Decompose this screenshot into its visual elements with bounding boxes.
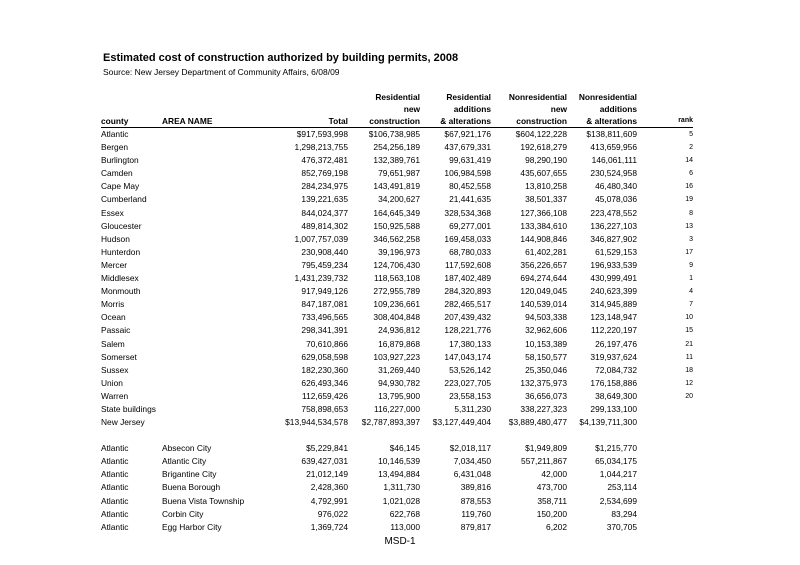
cell-area: [162, 416, 270, 429]
cell-county: Union: [101, 377, 123, 388]
cell-res-new: 103,927,223: [373, 351, 420, 362]
cell-area: [162, 207, 270, 220]
header-line: construction: [516, 116, 567, 126]
cell-county: Atlantic: [101, 443, 129, 454]
cell-non-new: 132,375,973: [520, 377, 567, 388]
cell-rank: 1: [689, 275, 693, 283]
cell-county: Atlantic: [101, 456, 129, 467]
cell-area: [162, 233, 270, 246]
table-row: [101, 220, 693, 233]
cell-non-new: 6,202: [546, 521, 567, 532]
cell-rank: 12: [685, 379, 693, 387]
cell-res-new: 13,494,884: [378, 469, 420, 480]
cell-area: [162, 364, 270, 377]
cell-non-add: 196,933,539: [590, 259, 637, 270]
cell-non-add: 61,529,153: [595, 246, 637, 257]
cell-county: Bergen: [101, 142, 129, 153]
cell-res-add: 117,592,608: [445, 259, 491, 270]
cell-rank: 9: [689, 261, 693, 269]
header-line: Nonresidential: [578, 92, 637, 102]
cell-area: Egg Harbor City: [162, 521, 222, 532]
cell-non-new: 358,711: [537, 495, 567, 506]
cell-rank: 4: [689, 288, 693, 296]
cell-non-add: 223,478,552: [590, 207, 637, 218]
cell-area: [162, 311, 270, 324]
cell-res-new: 94,930,782: [378, 377, 420, 388]
cell-non-new: $1,949,809: [525, 443, 567, 454]
cell-non-new: 356,226,657: [520, 259, 567, 270]
cell-rank: 19: [685, 196, 693, 204]
construction-cost-table: [101, 91, 693, 534]
header-nonresidential-additions: [567, 91, 637, 128]
header-total: Total: [270, 91, 348, 128]
table-header-row: [101, 91, 693, 128]
cell-county: Somerset: [101, 351, 137, 362]
header-rank: rank: [637, 91, 693, 128]
cell-non-new: 127,366,108: [520, 207, 567, 218]
cell-res-new: 164,645,349: [373, 207, 420, 218]
cell-non-new: $3,889,480,477: [508, 417, 567, 428]
cell-res-new: 109,236,661: [373, 299, 420, 310]
cell-res-new: 132,389,761: [373, 155, 420, 166]
cell-county: Atlantic: [101, 482, 129, 493]
cell-res-add: 389,816: [460, 482, 491, 493]
cell-res-add: 106,984,598: [444, 168, 491, 179]
cell-total: 139,221,635: [301, 194, 348, 205]
cell-total: 2,428,360: [310, 482, 348, 493]
table-row: [101, 390, 693, 403]
cell-area: [162, 351, 270, 364]
cell-res-add: 80,452,558: [449, 181, 491, 192]
table-row: [101, 351, 693, 364]
cell-area: Brigantine City: [162, 469, 217, 480]
cell-non-add: $1,215,770: [595, 443, 637, 454]
cell-res-new: 118,563,108: [374, 273, 420, 284]
cell-total: 4,792,991: [310, 495, 348, 506]
cell-county: Salem: [101, 338, 125, 349]
cell-non-new: 133,384,610: [520, 220, 567, 231]
cell-res-add: $3,127,449,404: [432, 417, 491, 428]
cell-non-add: 112,220,197: [591, 325, 637, 336]
cell-non-add: 123,148,947: [590, 312, 637, 323]
cell-total: 844,024,377: [301, 207, 348, 218]
cell-total: 795,459,234: [301, 259, 348, 270]
page-footer: MSD-1: [384, 536, 416, 547]
cell-total: 1,007,757,039: [294, 233, 348, 244]
cell-area: Atlantic City: [162, 456, 207, 467]
cell-res-add: 147,043,174: [444, 351, 491, 362]
cell-non-new: 192,618,279: [520, 142, 567, 153]
cell-non-new: 42,000: [541, 469, 567, 480]
cell-rank: 18: [685, 366, 693, 374]
document-title: Estimated cost of construction authorized by building permits, 2008: [103, 52, 459, 64]
cell-res-add: 187,402,489: [444, 273, 491, 284]
cell-area: Corbin City: [162, 508, 204, 519]
table-row: [101, 468, 693, 481]
table-row: [101, 193, 693, 206]
table-row: [101, 442, 693, 455]
header-residential-additions: [420, 91, 491, 128]
cell-res-add: 99,631,419: [449, 155, 491, 166]
table-row: [101, 521, 693, 534]
cell-county: Warren: [101, 390, 129, 401]
cell-non-add: 319,937,624: [590, 351, 637, 362]
cell-non-new: 150,200: [536, 508, 567, 519]
header-line: Residential: [446, 92, 491, 102]
cell-non-new: 120,049,045: [520, 286, 567, 297]
cell-rank: 5: [689, 131, 693, 138]
table-row: [101, 272, 693, 285]
cell-res-new: 622,768: [389, 508, 420, 519]
section-gap: [101, 429, 693, 442]
cell-res-new: $106,738,985: [368, 129, 420, 139]
cell-non-add: 136,227,103: [590, 220, 637, 231]
cell-non-add: 253,114: [607, 482, 637, 493]
cell-rank: [637, 508, 693, 521]
cell-res-new: 24,936,812: [378, 325, 420, 336]
cell-non-add: 346,827,902: [590, 233, 637, 244]
cell-county: Middlesex: [101, 273, 139, 284]
cell-non-add: 83,294: [611, 508, 637, 519]
cell-total: 758,898,653: [301, 403, 348, 414]
cell-county: Passaic: [101, 325, 131, 336]
cell-area: [162, 154, 270, 167]
cell-area: Buena Vista Township: [162, 495, 245, 506]
cell-res-add: 5,311,230: [454, 403, 491, 414]
table-row: [101, 128, 693, 142]
cell-res-new: $2,787,893,397: [361, 417, 420, 428]
cell-non-new: 94,503,338: [525, 312, 567, 323]
cell-res-new: 10,146,539: [378, 456, 420, 467]
cell-non-add: 72,084,732: [595, 364, 637, 375]
cell-res-new: 143,491,819: [373, 181, 420, 192]
cell-rank: [637, 442, 693, 455]
table-row: [101, 455, 693, 468]
cell-non-new: 144,908,846: [520, 233, 567, 244]
cell-rank: 16: [685, 183, 693, 191]
cell-res-add: 169,458,033: [444, 233, 491, 244]
cell-res-add: 437,679,331: [444, 142, 491, 153]
cell-non-new: 694,274,644: [520, 273, 567, 284]
cell-rank: 13: [685, 222, 693, 230]
cell-res-add: 21,441,635: [449, 194, 491, 205]
table-row: [101, 364, 693, 377]
table-row: [101, 298, 693, 311]
cell-non-new: 38,501,337: [525, 194, 567, 205]
table-row: [101, 338, 693, 351]
cell-res-add: 6,431,048: [453, 469, 491, 480]
cell-res-new: 116,227,000: [374, 403, 420, 414]
cell-res-add: 17,380,133: [449, 338, 491, 349]
cell-rank: 2: [689, 144, 693, 152]
cell-non-add: $4,139,711,300: [579, 417, 637, 428]
cell-total: 70,610,866: [306, 338, 348, 349]
cell-non-add: 46,480,340: [595, 181, 637, 192]
cell-total: 182,230,360: [301, 364, 348, 375]
cell-area: [162, 285, 270, 298]
cell-res-add: 23,558,153: [449, 390, 491, 401]
cell-county: Cumberland: [101, 194, 147, 205]
cell-total: 847,187,081: [301, 299, 348, 310]
cell-area: [162, 128, 270, 142]
cell-res-add: 7,034,450: [453, 456, 491, 467]
cell-rank: 21: [685, 340, 693, 348]
cell-area: [162, 167, 270, 180]
cell-total: $917,593,998: [296, 129, 348, 139]
cell-res-new: 308,404,848: [373, 312, 420, 323]
header-line: new: [403, 104, 420, 114]
cell-non-add: 65,034,175: [595, 456, 637, 467]
cell-county: Atlantic: [101, 129, 129, 139]
cell-non-new: 338,227,323: [520, 403, 567, 414]
header-line: & alterations: [586, 116, 637, 126]
cell-res-add: $2,018,117: [449, 443, 491, 454]
cell-non-add: 176,158,886: [590, 377, 637, 388]
cell-rank: 20: [685, 392, 693, 400]
cell-non-add: 370,705: [606, 521, 637, 532]
cell-rank: [637, 455, 693, 468]
header-line: construction: [369, 116, 420, 126]
table-row: [101, 495, 693, 508]
cell-total: 1,298,213,755: [294, 142, 348, 153]
cell-non-new: 473,700: [536, 482, 567, 493]
cell-county: Gloucester: [101, 220, 142, 231]
cell-area: [162, 324, 270, 337]
cell-total: $13,944,534,578: [285, 417, 348, 428]
header-residential-new: [348, 91, 420, 128]
table-row: [101, 481, 693, 494]
cell-res-new: 124,706,430: [373, 259, 420, 270]
cell-res-add: $67,921,176: [444, 129, 491, 139]
cell-area: [162, 298, 270, 311]
cell-total: $5,229,841: [306, 443, 348, 454]
cell-area: [162, 259, 270, 272]
cell-county: Atlantic: [101, 495, 129, 506]
cell-non-new: 435,607,655: [520, 168, 567, 179]
cell-rank: [637, 481, 693, 494]
cell-res-new: 254,256,189: [373, 142, 420, 153]
cell-res-add: 53,526,142: [449, 364, 491, 375]
cell-non-add: 2,534,699: [599, 495, 637, 506]
cell-county: Camden: [101, 168, 133, 179]
table-row: [101, 403, 693, 416]
cell-county: New Jersey: [101, 417, 145, 428]
cell-res-add: 69,277,001: [449, 220, 491, 231]
cell-non-add: 240,623,399: [590, 286, 637, 297]
cell-res-new: 1,311,730: [383, 482, 420, 493]
cell-total: 112,659,426: [302, 390, 348, 401]
cell-total: 298,341,391: [301, 325, 348, 336]
cell-non-add: 146,061,111: [591, 155, 637, 166]
cell-area: [162, 338, 270, 351]
cell-rank: 10: [685, 314, 693, 322]
cell-total: 917,949,126: [301, 286, 348, 297]
cell-rank: [637, 495, 693, 508]
cell-non-add: 38,649,300: [595, 390, 637, 401]
cell-total: 489,814,302: [301, 220, 348, 231]
cell-rank: [637, 468, 693, 481]
cell-res-new: 39,196,973: [378, 246, 420, 257]
cell-total: 976,022: [317, 508, 348, 519]
cell-non-new: 98,290,190: [525, 155, 567, 166]
cell-res-add: 68,780,033: [449, 246, 491, 257]
cell-rank: [637, 416, 693, 429]
header-county: county: [101, 91, 162, 128]
cell-area: [162, 180, 270, 193]
cell-res-new: 34,200,627: [378, 194, 420, 205]
cell-res-add: 878,553: [460, 495, 491, 506]
cell-county: Atlantic: [101, 508, 129, 519]
cell-area: [162, 246, 270, 259]
cell-non-new: 58,150,577: [525, 351, 567, 362]
cell-non-add: 1,044,217: [599, 469, 637, 480]
cell-res-new: 16,879,868: [378, 338, 420, 349]
cell-res-add: 879,817: [460, 521, 491, 532]
table-row: [101, 324, 693, 337]
cell-total: 1,369,724: [310, 521, 348, 532]
cell-res-new: 31,269,440: [378, 364, 420, 375]
cell-area: Buena Borough: [162, 482, 221, 493]
cell-county: Morris: [101, 299, 125, 310]
cell-non-new: 557,211,867: [521, 456, 567, 467]
header-line: new: [550, 104, 567, 114]
header-line: additions: [599, 104, 637, 114]
table-row: [101, 180, 693, 193]
county-rows: [101, 128, 693, 430]
cell-total: 852,769,198: [301, 168, 348, 179]
cell-rank: 15: [685, 327, 693, 335]
cell-res-new: 346,562,258: [373, 233, 420, 244]
cell-area: [162, 403, 270, 416]
cell-county: Essex: [101, 207, 124, 218]
cell-rank: 14: [685, 157, 693, 165]
cell-non-new: 32,962,606: [525, 325, 567, 336]
source-note: Source: New Jersey Department of Community Affairs, 6/08/09: [103, 67, 340, 77]
table-row: [101, 167, 693, 180]
cell-non-new: $604,122,228: [515, 129, 567, 139]
cell-rank: 7: [689, 301, 693, 309]
cell-county: Hudson: [101, 233, 130, 244]
cell-res-add: 128,221,776: [444, 325, 491, 336]
header-line: & alterations: [440, 116, 491, 126]
cell-rank: [637, 403, 693, 416]
cell-non-new: 10,153,389: [525, 338, 567, 349]
cell-area: [162, 272, 270, 285]
cell-non-add: 413,659,956: [590, 142, 637, 153]
cell-res-add: 284,320,893: [444, 286, 491, 297]
cell-area: [162, 220, 270, 233]
cell-area: [162, 193, 270, 206]
cell-res-add: 119,760: [461, 508, 491, 519]
cell-area: Absecon City: [162, 443, 212, 454]
table-row: [101, 141, 693, 154]
cell-total: 21,012,149: [306, 469, 348, 480]
cell-non-add: 299,133,100: [590, 403, 637, 414]
table-row: [101, 311, 693, 324]
cell-total: 1,431,239,732: [294, 273, 348, 284]
cell-rank: 8: [689, 209, 693, 217]
cell-rank: 6: [689, 170, 693, 178]
header-line: Nonresidential: [508, 92, 567, 102]
cell-county: Hunterdon: [101, 246, 141, 257]
cell-non-add: 314,945,889: [590, 299, 637, 310]
table-row: [101, 377, 693, 390]
cell-county: Atlantic: [101, 521, 129, 532]
municipal-rows: [101, 442, 693, 534]
table-row: [101, 207, 693, 220]
cell-rank: 3: [689, 235, 693, 243]
table-row: [101, 246, 693, 259]
cell-rank: 11: [685, 353, 693, 361]
header-line: Residential: [375, 92, 420, 102]
cell-county: Monmouth: [101, 286, 141, 297]
cell-res-add: 282,465,517: [444, 299, 491, 310]
cell-rank: 17: [685, 248, 693, 256]
table-row: [101, 508, 693, 521]
cell-res-new: 79,651,987: [378, 168, 420, 179]
cell-res-new: $46,145: [389, 443, 420, 454]
cell-res-add: 223,027,705: [444, 377, 491, 388]
cell-total: 639,427,031: [301, 456, 348, 467]
cell-county: Burlington: [101, 155, 139, 166]
cell-area: [162, 390, 270, 403]
cell-county: Sussex: [101, 364, 129, 375]
cell-county: Ocean: [101, 312, 126, 323]
cell-county: Mercer: [101, 259, 128, 270]
cell-county: Atlantic: [101, 469, 129, 480]
cell-total: 629,058,598: [301, 351, 348, 362]
cell-res-new: 13,795,900: [378, 390, 420, 401]
cell-res-add: 207,439,432: [444, 312, 491, 323]
cell-non-add: $138,811,609: [586, 129, 637, 139]
header-nonresidential-new: [491, 91, 567, 128]
cell-non-add: 230,524,958: [590, 168, 637, 179]
cell-res-new: 1,021,028: [382, 495, 420, 506]
cell-county: State buildings: [101, 403, 156, 414]
cell-area: [162, 141, 270, 154]
cell-non-new: 36,656,073: [525, 390, 567, 401]
cell-non-new: 61,402,281: [525, 246, 567, 257]
cell-non-new: 140,539,014: [520, 299, 567, 310]
cell-county: Cape May: [101, 181, 140, 192]
cell-area: [162, 377, 270, 390]
cell-total: 476,372,481: [301, 155, 348, 166]
cell-total: 733,496,565: [301, 312, 348, 323]
header-area-name: AREA NAME: [162, 91, 270, 128]
cell-total: 230,908,440: [301, 246, 348, 257]
header-line: additions: [453, 104, 491, 114]
cell-total: 284,234,975: [301, 181, 348, 192]
cell-res-new: 150,925,588: [373, 220, 420, 231]
cell-rank: [637, 521, 693, 534]
cell-total: 626,493,346: [301, 377, 348, 388]
cell-non-add: 26,197,476: [595, 338, 637, 349]
cell-non-new: 13,810,258: [525, 181, 567, 192]
cell-res-add: 328,534,368: [444, 207, 491, 218]
table-row: [101, 233, 693, 246]
table-row: [101, 285, 693, 298]
table-row: [101, 416, 693, 429]
table-row: [101, 154, 693, 167]
cell-res-new: 113,000: [390, 521, 420, 532]
cell-non-add: 45,078,036: [595, 194, 637, 205]
cell-non-new: 25,350,046: [525, 364, 567, 375]
cell-res-new: 272,955,789: [373, 286, 420, 297]
cell-non-add: 430,999,491: [590, 273, 637, 284]
table-row: [101, 259, 693, 272]
